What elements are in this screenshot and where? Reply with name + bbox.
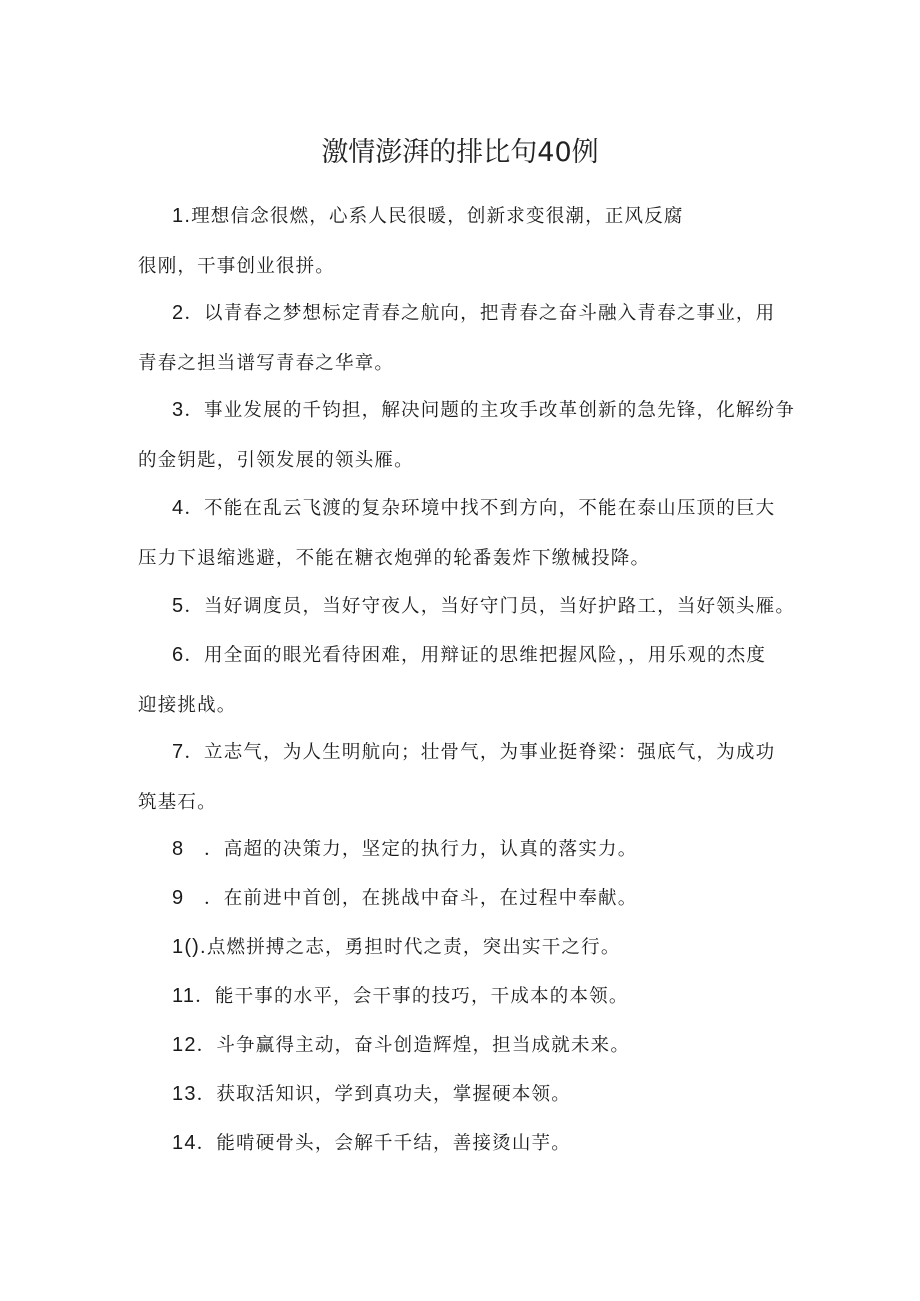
sentence-number: 11 <box>172 985 196 1007</box>
sentence-first-line <box>138 1020 798 1071</box>
sentence-continuation-line <box>138 681 798 731</box>
sentence-number: 4 <box>172 497 185 519</box>
sentence-number: 7 <box>172 741 185 763</box>
sentence-text: 理想信念很燃，心系人民很暖，创新求变很潮，正风反腐 <box>191 206 684 227</box>
sentence-item <box>138 1069 798 1120</box>
sentence-item <box>138 288 798 389</box>
sentence-text: ．能干事的水平，会干事的技巧，干成本的本领。 <box>195 986 629 1007</box>
sentence-first-line <box>138 971 798 1022</box>
sentence-number: 13 <box>172 1083 197 1105</box>
sentence-number: 9 <box>172 887 185 909</box>
sentence-item <box>138 727 798 828</box>
sentence-item <box>138 1118 798 1169</box>
sentence-first-line <box>138 824 798 875</box>
sentence-number: 3 <box>172 399 185 421</box>
sentence-text: ．以青春之梦想标定青春之航向，把青春之奋斗融入青春之事业，用 <box>184 303 776 324</box>
sentence-text: 很刚，干事创业很拼。 <box>138 256 336 277</box>
sentence-first-line <box>138 288 798 339</box>
sentence-text: ．获取活知识，学到真功夫，掌握硬本领。 <box>196 1084 571 1105</box>
sentence-item <box>138 873 798 924</box>
sentence-number: 12 <box>172 1034 197 1056</box>
sentence-item <box>138 922 798 973</box>
sentence-number: 6 <box>172 644 185 666</box>
sentence-text: ．当好调度员，当好守夜人，当好守门员，当好护路工，当好领头雁。 <box>184 596 796 617</box>
sentence-first-line <box>138 191 798 242</box>
sentence-number: 14 <box>172 1132 197 1154</box>
sentence-continuation-line <box>138 339 798 389</box>
sentence-number: 5 <box>172 595 185 617</box>
sentence-first-line <box>138 727 798 778</box>
sentence-first-line <box>138 581 798 632</box>
sentence-text: ．高超的决策力，坚定的执行力，认真的落实力。 <box>184 839 638 860</box>
sentence-first-line <box>138 630 798 681</box>
sentence-item <box>138 971 798 1022</box>
sentence-item <box>138 191 798 292</box>
sentence-continuation-line <box>138 534 798 584</box>
sentence-first-line <box>138 385 798 436</box>
sentence-number: 1. <box>172 205 192 227</box>
sentence-first-line <box>138 873 798 924</box>
sentence-text: 青春之担当谱写青春之华章。 <box>138 353 395 374</box>
sentence-item <box>138 385 798 486</box>
sentence-item <box>138 483 798 584</box>
sentence-item <box>138 1020 798 1071</box>
sentence-continuation-line <box>138 778 798 828</box>
sentence-text: 迎接挑战。 <box>138 695 237 716</box>
sentence-first-line <box>138 922 798 973</box>
sentence-text: ．事业发展的千钧担，解决问题的主攻手改革创新的急先锋，化解纷争 <box>184 400 796 421</box>
sentence-text: 压力下退缩逃避，不能在糖衣炮弹的轮番轰炸下缴械投降。 <box>138 548 651 569</box>
sentence-text: 的金钥匙，引领发展的领头雁。 <box>138 450 414 471</box>
sentence-number: 2 <box>172 302 185 324</box>
sentence-item <box>138 630 798 731</box>
sentence-text: ．不能在乱云飞渡的复杂环境中找不到方向，不能在泰山压顶的巨大 <box>184 498 776 519</box>
sentence-continuation-line <box>138 436 798 486</box>
document-title: 激情澎湃的排比句40例 <box>321 137 599 168</box>
sentence-text: 筑基石。 <box>138 792 217 813</box>
sentence-text: 点燃拼搏之志，勇担时代之责，突出实干之行。 <box>206 937 621 958</box>
sentence-continuation-line <box>138 242 798 292</box>
sentence-text: ．用全面的眼光看待困难，用辩证的思维把握风险，，用乐观的杰度 <box>184 645 767 666</box>
sentence-text: ．在前进中首创，在挑战中奋斗，在过程中奉献。 <box>184 888 638 909</box>
sentence-text: ．立志气，为人生明航向；壮骨气，为事业挺脊梁：强底气，为成功 <box>184 742 776 763</box>
sentence-text: ．斗争赢得主动，奋斗创造辉煌，担当成就未来。 <box>196 1035 631 1056</box>
sentence-first-line <box>138 1069 798 1120</box>
sentence-text: ．能啃硬骨头，会解千千结，善接烫山芋。 <box>196 1133 571 1154</box>
sentence-number: 8 <box>172 838 185 860</box>
sentence-number: 1(). <box>172 936 207 958</box>
sentence-item <box>138 824 798 875</box>
sentence-first-line <box>138 1118 798 1169</box>
sentence-first-line <box>138 483 798 534</box>
sentence-item <box>138 581 798 632</box>
